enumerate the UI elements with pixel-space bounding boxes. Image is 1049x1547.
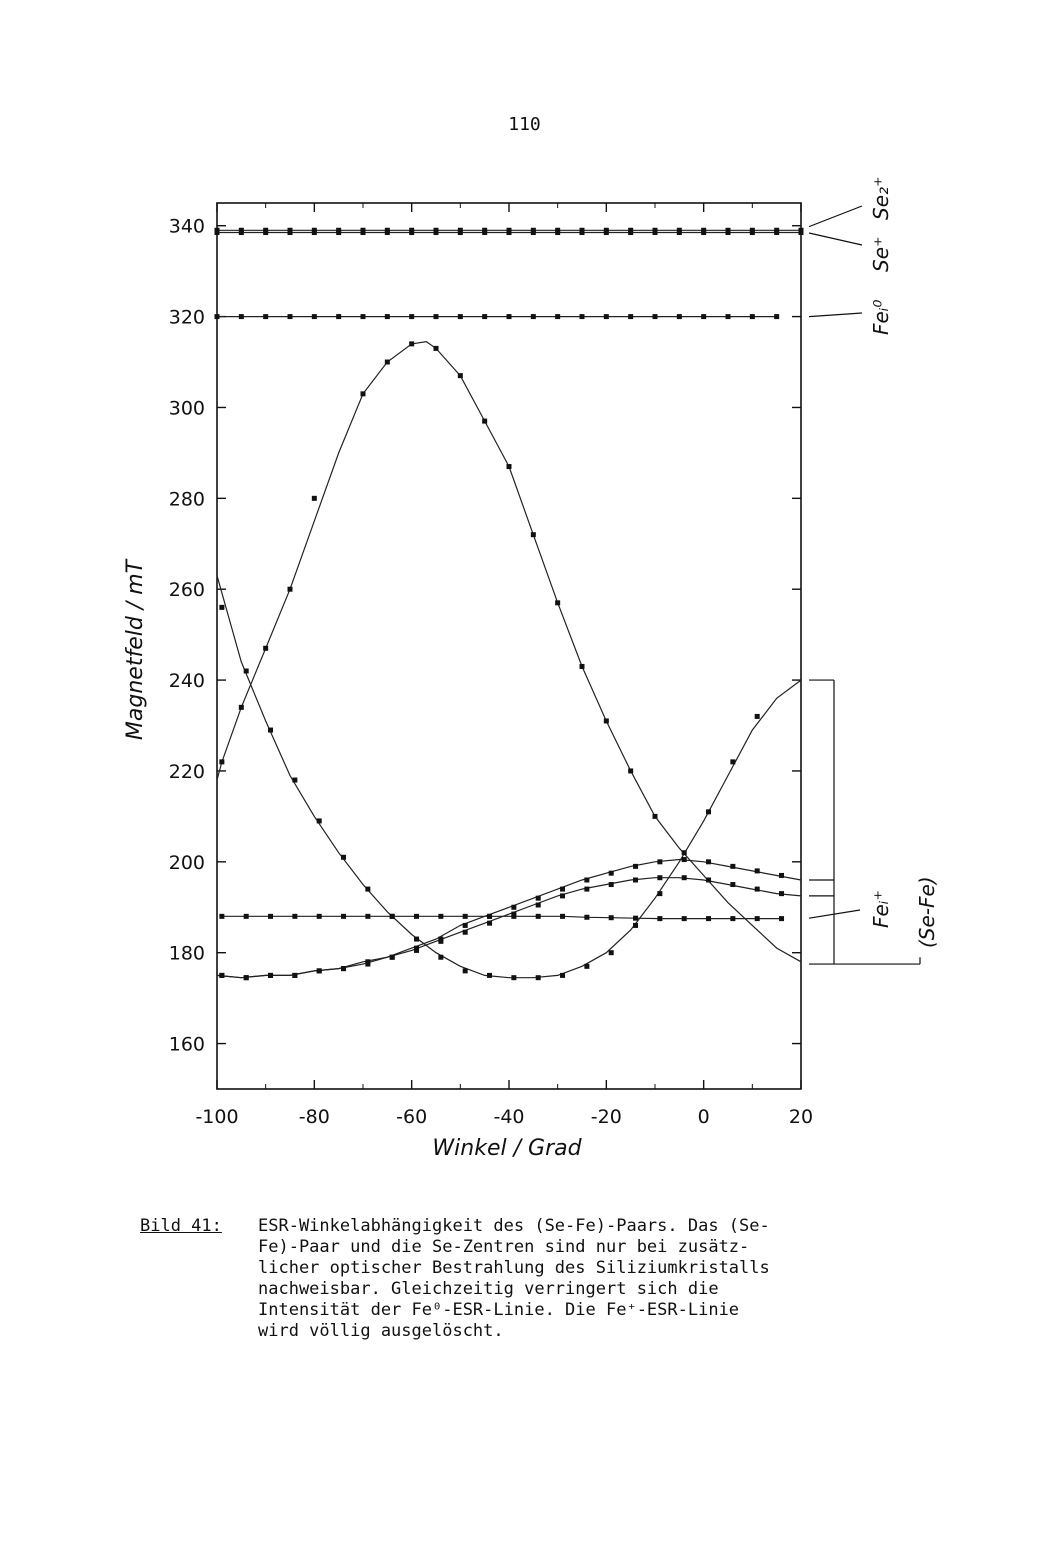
data-point <box>580 314 585 319</box>
y-tick-label: 160 <box>168 1033 205 1056</box>
data-point <box>292 778 297 783</box>
data-point <box>677 314 682 319</box>
data-point <box>604 718 609 723</box>
data-point <box>463 968 468 973</box>
data-point <box>390 955 395 960</box>
data-point <box>219 759 224 764</box>
y-tick-label: 180 <box>168 942 205 965</box>
data-point <box>463 923 468 928</box>
data-point <box>463 914 468 919</box>
data-point <box>531 230 536 235</box>
fit-curve-1 <box>217 342 801 962</box>
data-point <box>628 314 633 319</box>
data-point <box>706 809 711 814</box>
data-point <box>482 314 487 319</box>
data-point <box>633 916 638 921</box>
data-point <box>560 973 565 978</box>
data-point <box>755 916 760 921</box>
data-point <box>361 230 366 235</box>
series-label-se: Se⁺ <box>869 236 893 272</box>
data-point <box>487 973 492 978</box>
data-point <box>292 914 297 919</box>
series-labels <box>809 176 939 964</box>
data-point <box>726 230 731 235</box>
data-point <box>584 877 589 882</box>
data-point <box>755 887 760 892</box>
data-point <box>653 314 658 319</box>
data-point <box>682 857 687 862</box>
y-tick-label: 320 <box>168 306 205 329</box>
fit-curve-4 <box>217 878 801 978</box>
data-point <box>244 975 249 980</box>
x-tick-label: 0 <box>697 1106 710 1128</box>
y-tick-label: 300 <box>168 397 205 420</box>
data-point <box>774 314 779 319</box>
caption-text: ESR-Winkelabhängigkeit des (Se-Fe)-Paars. Das (Se- Fe)-Paar und die Se-Zentren sind nur bei zusätz- licher optischer Bestrahlung des Siliziumkristalls nachweisbar. Gleichzeitig verringert sich die Intensität der Fe⁰-ESR-Linie. Die Fe⁺-ESR-Linie wird völlig ausgelöscht. <box>258 1216 770 1341</box>
data-point <box>609 882 614 887</box>
data-point <box>361 391 366 396</box>
data-point <box>560 914 565 919</box>
data-point <box>438 939 443 944</box>
x-axis-title: Winkel / Grad <box>432 1136 582 1161</box>
data-point <box>609 950 614 955</box>
data-point <box>341 914 346 919</box>
data-point <box>657 891 662 896</box>
data-point <box>531 532 536 537</box>
data-point <box>536 975 541 980</box>
y-tick-label: 260 <box>168 579 205 602</box>
data-point <box>560 887 565 892</box>
leader-line-se <box>809 233 862 245</box>
data-point <box>536 902 541 907</box>
x-tick-label: 20 <box>788 1106 814 1128</box>
data-point <box>341 966 346 971</box>
data-point <box>268 973 273 978</box>
data-point <box>365 887 370 892</box>
data-point <box>361 314 366 319</box>
data-point <box>268 728 273 733</box>
y-tick-label: 240 <box>168 670 205 693</box>
data-point <box>215 314 220 319</box>
data-point <box>409 314 414 319</box>
series-label-se2: Se₂⁺ <box>869 176 893 220</box>
data-point <box>239 314 244 319</box>
data-point <box>317 818 322 823</box>
data-point <box>555 230 560 235</box>
data-point <box>531 314 536 319</box>
data-point <box>755 868 760 873</box>
x-tick-label: -100 <box>195 1106 239 1128</box>
data-point <box>341 855 346 860</box>
data-point <box>633 864 638 869</box>
data-point <box>385 230 390 235</box>
data-point <box>580 230 585 235</box>
data-point <box>653 814 658 819</box>
data-point <box>511 914 516 919</box>
data-point <box>438 955 443 960</box>
data-point <box>219 605 224 610</box>
data-point <box>409 230 414 235</box>
leader-line-se2 <box>809 206 862 227</box>
data-point <box>706 916 711 921</box>
data-point <box>604 314 609 319</box>
data-point <box>779 873 784 878</box>
data-point <box>555 314 560 319</box>
data-point <box>414 948 419 953</box>
x-tick-label: -60 <box>396 1106 428 1128</box>
data-point <box>463 930 468 935</box>
data-point <box>677 230 682 235</box>
fit-curves <box>217 342 801 978</box>
data-point <box>414 914 419 919</box>
data-point <box>755 714 760 719</box>
data-point <box>779 891 784 896</box>
data-point <box>268 914 273 919</box>
series-label-sefe: (Se-Fe) <box>915 876 939 948</box>
data-point <box>657 859 662 864</box>
data-point <box>750 314 755 319</box>
data-point <box>487 921 492 926</box>
data-point <box>682 916 687 921</box>
data-point <box>434 314 439 319</box>
data-point <box>701 314 706 319</box>
data-point <box>730 864 735 869</box>
data-point <box>628 768 633 773</box>
data-point <box>536 896 541 901</box>
data-point <box>657 916 662 921</box>
data-point <box>507 314 512 319</box>
data-point <box>390 914 395 919</box>
data-point <box>560 893 565 898</box>
data-point <box>458 373 463 378</box>
data-point <box>239 230 244 235</box>
data-point <box>633 923 638 928</box>
data-point <box>288 230 293 235</box>
fit-curve-2 <box>217 576 801 978</box>
data-point <box>219 914 224 919</box>
data-point <box>507 464 512 469</box>
data-point <box>536 914 541 919</box>
data-point <box>482 230 487 235</box>
data-point <box>219 973 224 978</box>
data-points <box>215 228 804 980</box>
data-point <box>317 968 322 973</box>
y-axis-title: Magnetfeld / mT <box>123 559 148 741</box>
data-point <box>434 346 439 351</box>
data-point <box>438 914 443 919</box>
data-point <box>414 937 419 942</box>
data-point <box>487 914 492 919</box>
data-point <box>609 915 614 920</box>
data-point <box>365 914 370 919</box>
data-point <box>511 975 516 980</box>
data-point <box>263 230 268 235</box>
data-point <box>244 914 249 919</box>
data-point <box>628 230 633 235</box>
x-tick-label: -20 <box>590 1106 622 1128</box>
chart-axes <box>169 203 813 1128</box>
data-point <box>458 230 463 235</box>
data-point <box>365 962 370 967</box>
data-point <box>263 646 268 651</box>
data-point <box>726 314 731 319</box>
data-point <box>609 871 614 876</box>
caption-label: Bild 41: <box>140 1216 222 1236</box>
data-point <box>730 882 735 887</box>
data-point <box>774 230 779 235</box>
data-point <box>263 314 268 319</box>
series-label-fe0: Feᵢ⁰ <box>869 299 893 335</box>
data-point <box>312 230 317 235</box>
data-point <box>292 973 297 978</box>
data-point <box>682 850 687 855</box>
data-point <box>385 360 390 365</box>
data-point <box>682 875 687 880</box>
page-number: 110 <box>508 114 541 135</box>
data-point <box>317 914 322 919</box>
data-point <box>511 905 516 910</box>
data-point <box>584 915 589 920</box>
data-point <box>336 230 341 235</box>
data-point <box>750 230 755 235</box>
leader-line-fe0 <box>809 313 862 317</box>
data-point <box>657 875 662 880</box>
y-tick-label: 280 <box>168 488 205 511</box>
data-point <box>385 314 390 319</box>
data-point <box>706 859 711 864</box>
data-point <box>580 664 585 669</box>
y-tick-label: 200 <box>168 851 205 874</box>
data-point <box>507 230 512 235</box>
data-point <box>288 587 293 592</box>
data-point <box>239 705 244 710</box>
data-point <box>312 496 317 501</box>
data-point <box>653 230 658 235</box>
data-point <box>706 877 711 882</box>
series-label-feplus: Feᵢ⁺ <box>869 890 893 928</box>
plot-frame <box>217 203 801 1089</box>
data-point <box>584 964 589 969</box>
data-point <box>458 314 463 319</box>
data-point <box>604 230 609 235</box>
data-point <box>288 314 293 319</box>
data-point <box>633 877 638 882</box>
y-tick-label: 340 <box>168 215 205 238</box>
data-point <box>701 230 706 235</box>
data-point <box>799 230 804 235</box>
data-point <box>244 668 249 673</box>
x-tick-label: -80 <box>298 1106 330 1128</box>
data-point <box>779 916 784 921</box>
data-point <box>730 759 735 764</box>
data-point <box>434 230 439 235</box>
data-point <box>584 887 589 892</box>
data-point <box>555 600 560 605</box>
data-point <box>215 230 220 235</box>
data-point <box>482 419 487 424</box>
data-point <box>312 314 317 319</box>
data-point <box>336 314 341 319</box>
y-tick-label: 220 <box>168 760 205 783</box>
x-tick-label: -40 <box>493 1106 525 1128</box>
data-point <box>730 916 735 921</box>
data-point <box>409 341 414 346</box>
